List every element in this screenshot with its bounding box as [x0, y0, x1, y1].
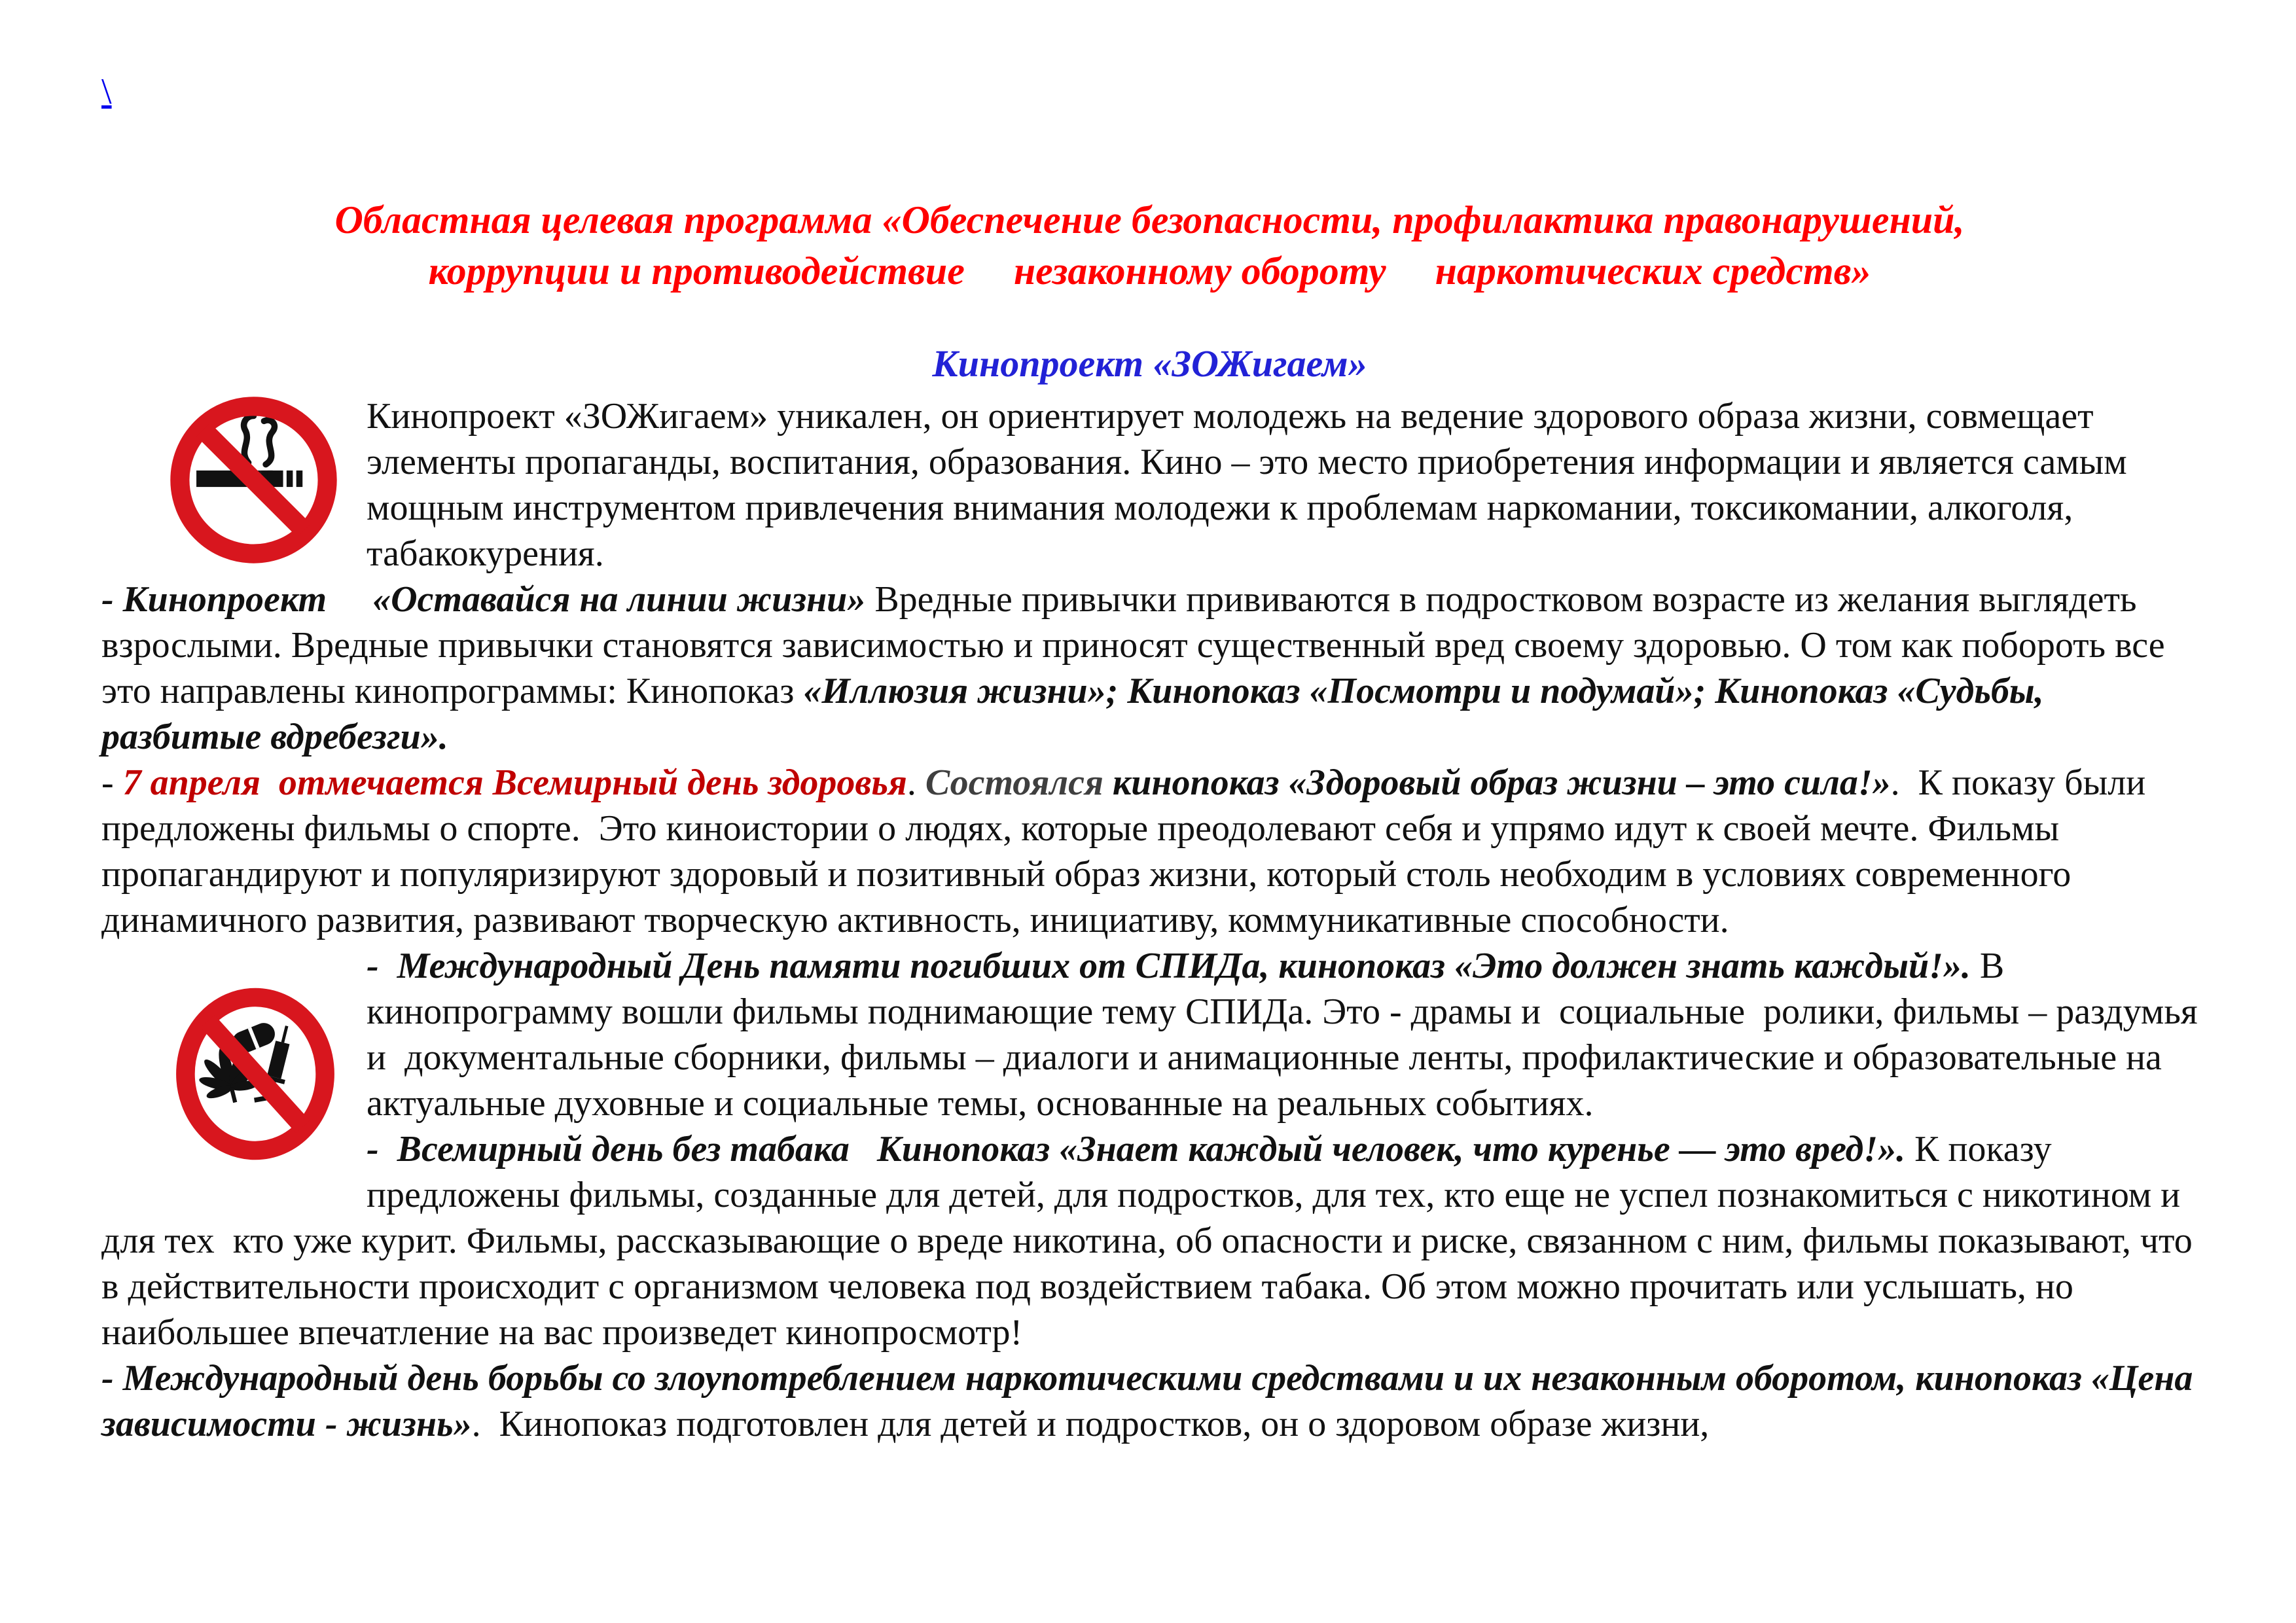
paragraph-line-of-life — [101, 577, 2198, 760]
document-body — [101, 393, 2207, 1447]
text-run: В кинопрограмму вошли фильмы поднимающие тему СПИДа. Это - драмы и социальные ролики, фильмы – раздумья и документальные сборники, фильмы – диалоги и анимационные ленты, профилактические и образовательные на актуальные духовные и социальные темы, основанные на реальных событиях. — [367, 946, 2207, 1124]
text-run: Вредные привычки прививаются в подростковом возрасте из желания выглядеть взрослыми. Вредные привычки становятся зависимостью и приносят существенный вред своему здоровью. О том как побороть все это направлены кинопрограммы: Кинопоказ — [101, 579, 2174, 711]
text-run: К показу предложены фильмы, созданные для детей, для подростков, для тех, кто еще не успел познакомиться с никотином и для тех кто уже курит. Фильмы, рассказывающие о вреде никотина, об опасности и риске, связанном с ним, фильмы показывают, что в действительности происходит с организмом человека под воздействием табака. Об этом можно прочитать или услышать, но наибольшее впечатление на вас произведет кинопросмотр! — [101, 1129, 2202, 1353]
text-run-bold: - Международный день борьбы со злоупотреблением наркотическими средствами и их незаконным оборотом, кинопоказ «Цена зависимости - жизнь» — [101, 1358, 2202, 1444]
program-title-line2: коррупции и противодействие незаконному обороту наркотических средств» — [428, 249, 1871, 293]
text-run: . — [906, 762, 925, 803]
paragraph-aids-memory-day — [101, 943, 2207, 1126]
backslash-link[interactable]: \ — [101, 71, 112, 112]
paragraph-zozhigaem-intro — [101, 393, 2198, 577]
program-title-line1: Областная целевая программа «Обеспечение безопасности, профилактика правонарушений, — [334, 198, 1965, 241]
text-run-gray: Состоялся — [925, 762, 1113, 803]
text-run-red: 7 апреля отмечается Всемирный день здоровья — [122, 762, 907, 803]
text-run: - — [101, 762, 123, 803]
paragraph-health-day — [101, 760, 2198, 943]
text-run-bold: «Иллюзия жизни»; Кинопоказ «Посмотри и подумай»; Кинопоказ «Судьбы, разбитые вдребезги». — [101, 671, 2053, 757]
text-run: . К показу были предложены фильмы о спорте. Это киноистории о людях, которые преодолевают себя и упрямо идут к своей мечте. Фильмы пропагандируют и популяризируют здоровый и позитивный образ жизни, который столь необходим в условиях современного динамичного развития, развивают творческую активность, инициативу, коммуникативные способности. — [101, 762, 2155, 940]
paragraph-no-tobacco-day — [101, 1126, 2202, 1355]
text-run-bold: - Всемирный день без табака Кинопоказ «Знает каждый человек, что куренье — это вред!». — [367, 1129, 1915, 1169]
text-run: . Кинопоказ подготовлен для детей и подростков, он о здоровом образе жизни, — [471, 1404, 1710, 1444]
backslash-row — [101, 69, 2198, 115]
text-run-bold: - Международный День памяти погибших от СПИДа, кинопоказ «Это должен знать каждый!». — [367, 946, 1980, 986]
text-run-bold: кинопоказ «Здоровый образ жизни – это сила!» — [1112, 762, 1891, 803]
text-run-bold: - Кинопроект «Оставайся на линии жизни» — [101, 579, 875, 620]
kinoproject-heading: Кинопроект «ЗОЖигаем» — [932, 342, 1367, 385]
paragraph-drug-abuse-day — [101, 1355, 2202, 1447]
no-drugs-icon — [170, 943, 340, 1202]
no-smoking-icon — [167, 393, 340, 567]
program-title — [101, 194, 2198, 296]
text-run: Кинопроект «ЗОЖигаем» уникален, он ориентирует молодежь на ведение здорового образа жизни, совмещает элементы пропаганды, воспитания, образования. Кино – это место приобретения информации и является самым мощным инструментом привлечения внимания молодежи к проблемам наркомании, токсикомании, алкоголя, табакокурения. — [367, 396, 2136, 574]
